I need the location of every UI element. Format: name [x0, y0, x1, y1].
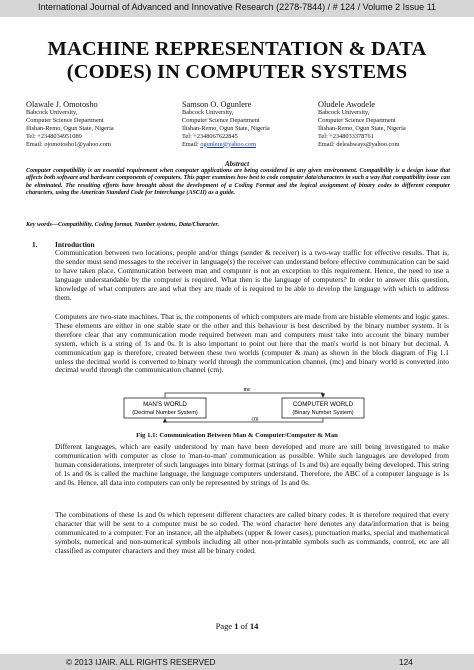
paper-title-line1: MACHINE REPRESENTATION & DATA	[47, 38, 427, 60]
mc-label: mc	[243, 387, 251, 393]
author-name: Olawale J. Omotosho	[26, 100, 98, 109]
paper-title	[10, 38, 464, 84]
mans-world-title: MAN'S WORLD	[143, 401, 187, 408]
paragraph-1: Communication between two locations, people and/or things (sender & receiver) is a two-way traffic for effective results. That is, the sender must send messages to the receiver in language(s) the receiver can understand before effective communication can be said to have taken place. Communication between man and computer is not an exception to this requirement. Hence, the need to use a language understandable by the computer is required. What then is the language of computers? In order to answer this question, knowledge of what computers are and what they are made of is required to be able to develop the language with which to address them.	[55, 248, 449, 302]
section-number: 1.	[32, 240, 38, 249]
author-email-prefix: Email:	[182, 140, 201, 148]
author-department: Computer Science Department	[318, 116, 396, 124]
author-email: Email: ojomotosho1@yahoo.com	[26, 140, 111, 148]
author-name: Oludele Awodele	[318, 100, 376, 109]
author-tel: Tel: +2348067622845	[182, 132, 238, 140]
copyright-text: © 2013 IJAIR. ALL RIGHTS RESERVED	[66, 657, 216, 667]
computer-world-subtitle: (Binary Number System)	[292, 410, 354, 416]
page-total: 14	[249, 621, 259, 631]
author-tel: Tel: +2348033378761	[318, 132, 374, 140]
author-tel: Tel: +2348034951089	[26, 132, 82, 140]
journal-header-bar	[0, 0, 474, 17]
author-name: Samson O. Ogunlere	[182, 100, 252, 109]
paragraph-4: The combinations of these 1s and 0s which represent different characters are called binary codes. It is therefore required that every character that will be sent to a computer must be so coded. The word character here denotes any data/information that is being communicated to a computer. For an instance, all the alphabets (upper & lower cases), punctuation marks, special and mathematical symbols, numerical and non-numerical symbols including all other non-printable symbols such as commands, control, etc are all classified as computer characters and they must all be binary coded.	[55, 510, 449, 555]
communication-block-diagram	[123, 386, 365, 426]
page-mid: of	[238, 621, 250, 631]
author-address: Ilishan-Remo, Ogun State, Nigeria	[318, 124, 406, 132]
author-department: Computer Science Department	[182, 116, 260, 124]
keywords: Key words—Compatibility, Coding format, Number systems, Data/Character.	[26, 222, 220, 228]
mans-world-subtitle: (Decimal Number System)	[132, 410, 198, 416]
page-current: 1	[234, 621, 239, 631]
abstract-heading: Abstract	[224, 160, 250, 168]
page-number-indicator	[0, 621, 474, 631]
author-affiliation: Babcock University,	[26, 109, 78, 116]
journal-header-text: International Journal of Advanced and Innovative Research (2278-7844) / # 124 / Volume 2 Issue 11	[37, 2, 437, 12]
cm-arrow	[165, 418, 323, 422]
footer-bar	[0, 654, 474, 670]
author-email: Email: deleahways@yahoo.com	[318, 140, 400, 148]
paragraph-2: Computers are two-state machines. That is, the components of which computers are made from are bistable elements and logic gates. These elements are either in one stable state or the other and this behaviour is best described by the binary number system. It is therefore clear that any communication mode required between man and computers must take into account the binary number system, which is a string of 1s and 0s. It is also important to point out here that the man's world is not binary but decimal. A communication gap is therefore, created between these two worlds (computer & man) as shown in the block diagram of Fig 1.1 unless the decimal world is converted to binary world through the communication channel, (mc) and binary world is converted into decimal world through the communication channel (cm).	[55, 312, 449, 375]
author-address: Ilishan-Remo, Ogun State, Nigeria	[182, 124, 270, 132]
author-affiliation: Babcock University,	[182, 109, 234, 116]
abstract-text: Computer compatibility is an essential requirement when computer applications are being considered in any given environment. Compatibility is a design issue that affects both software and hardware components of computers. This paper examines how best to code computer data/characters in such a way that compatibility issue can be eliminated. The resulting efforts have brought about the development of a Coding Format and the logical assignment of binary codes to different computer characters, using the American Standard Code for Interchange (ASCII) as a guide.	[26, 168, 450, 196]
author-address: Ilishan-Remo, Ogun State, Nigeria	[26, 124, 114, 132]
author-block-2	[182, 100, 270, 149]
paragraph-3: Different languages, which are easily understood by man have been developed and more are still being investigated to make communication with computer as close to 'man-to-man' communication as possible. While such languages are developed from human considerations, interpreter of such languages into binary format (strings of 1s and 0s) are equally being developed. This string of 1s and 0s is called the machine language, the language computers understand. Therefore, the ABC of a computer language is 1s and 0s. Hence, all data into computers can only be represented by strings of 1s and 0s.	[55, 442, 449, 487]
figure-caption: Fig 1.1: Communication Between Man & Computer/Computer & Man	[136, 432, 338, 439]
computer-world-title: COMPUTER WORLD	[292, 401, 354, 408]
paper-title-line2: (CODES) IN COMPUTER SYSTEMS	[66, 61, 408, 83]
author-department: Computer Science Department	[26, 116, 104, 124]
author-affiliation: Babcock University,	[318, 109, 370, 116]
author-email	[182, 141, 270, 149]
journal-page-number: 124	[399, 657, 413, 667]
cm-label: cm	[251, 416, 259, 423]
author-email-link[interactable]: ogunlere@yahoo.com	[200, 140, 257, 148]
mc-arrow	[165, 393, 323, 398]
section-title: Introduction	[55, 240, 95, 249]
author-block-1	[26, 100, 114, 149]
author-block-3	[318, 100, 406, 149]
page-prefix: Page	[215, 621, 235, 631]
